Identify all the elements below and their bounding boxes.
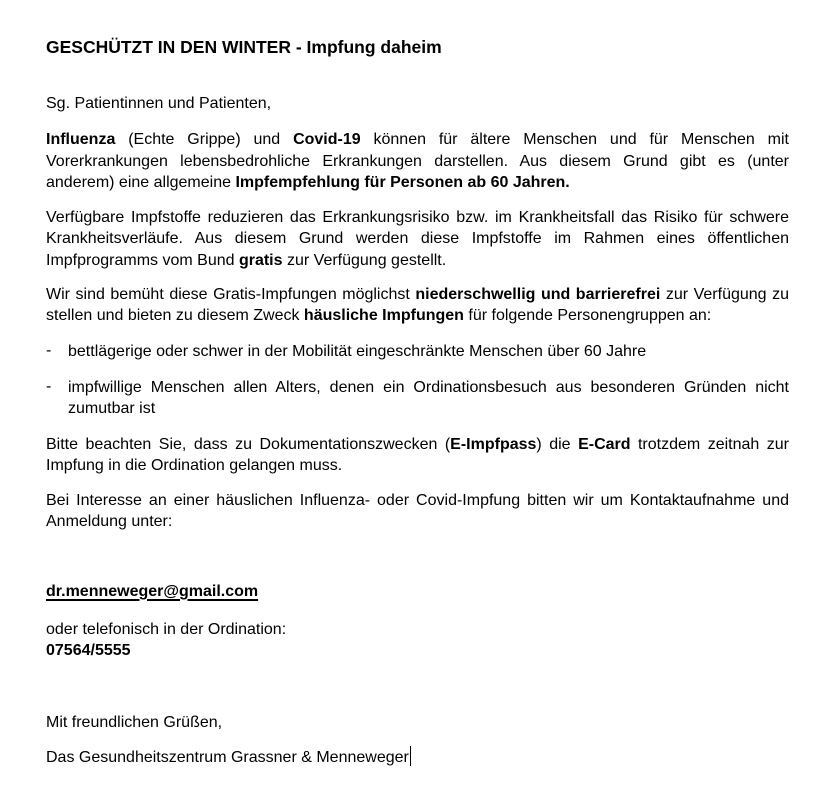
- bold-run: Covid-19: [293, 131, 361, 149]
- bold-run: niederschwellig und barrierefrei: [415, 286, 661, 304]
- text-run: (Echte Grippe) und: [115, 131, 294, 149]
- bullet-item-bettlaegerige: [46, 341, 789, 362]
- text-run: zur Verfügung gestellt.: [282, 251, 447, 269]
- signature-text: Das Gesundheitszentrum Grassner & Menneweger: [46, 748, 409, 766]
- bold-run: Influenza: [46, 131, 116, 149]
- bullet-text: impfwillige Menschen allen Alters, denen ein Ordinationsbesuch aus besonderen Gründen nicht zumutbar ist: [68, 378, 789, 418]
- bullet-text: bettlägerige oder schwer in der Mobilität eingeschränkte Menschen über 60 Jahre: [68, 342, 647, 360]
- bold-run: E-Card: [578, 435, 631, 453]
- phone-number: 07564/5555: [46, 642, 131, 660]
- text-run: ) die: [536, 435, 579, 453]
- text-run: Bitte beachten Sie, dass zu Dokumentationszwecken (: [46, 435, 451, 453]
- paragraph-kontaktaufnahme: Bei Interesse an einer häuslichen Influenza- oder Covid-Impfung bitten wir um Kontaktaufnahme und Anmeldung unter:: [46, 492, 789, 531]
- text-run: können für ältere Menschen und für Menschen mit Vorerkrankungen lebensbedrohliche Erkrankungen darstellen. Aus diesem Grund gibt es (unter anderem) eine allgemeine: [46, 131, 789, 191]
- document-title: GESCHÜTZT IN DEN WINTER - Impfung daheim: [46, 37, 442, 57]
- phone-block: [46, 619, 789, 662]
- bold-run: E-Impfpass: [450, 435, 537, 453]
- paragraph-e-impfpass: [46, 434, 789, 477]
- bold-run: häusliche Impfungen: [303, 307, 464, 325]
- text-run: trotzdem zeitnah zur Impfung in die Ordination gelangen muss.: [46, 435, 790, 474]
- bullet-marker: -: [46, 377, 52, 395]
- bullet-item-impfwillige: [46, 377, 789, 420]
- email-link[interactable]: dr.menneweger@gmail.com: [46, 582, 259, 600]
- text-run: zur Verfügung zu stellen und bieten zu diesem Zweck: [46, 286, 790, 325]
- text-run: Wir sind bemüht diese Gratis-Impfungen möglichst: [46, 286, 416, 304]
- text-cursor: [410, 746, 411, 766]
- email-line: [46, 581, 789, 602]
- paragraph-impfstoffe: [46, 207, 789, 271]
- bold-run: gratis: [238, 251, 283, 269]
- paragraph-influenza-covid: [46, 129, 789, 193]
- bullet-marker: -: [46, 341, 52, 359]
- paragraph-haeusliche-impfungen: [46, 284, 789, 327]
- bold-run: Impfempfehlung für Personen ab 60 Jahren.: [235, 173, 570, 191]
- text-run: Verfügbare Impfstoffe reduzieren das Erkrankungsrisiko bzw. im Krankheitsfall das Risiko für schwere Krankheitsverläufe. Aus diesem Grund werden diese Impfstoffe im Rahmen eines öffentlichen Impfprogramms vom Bund: [46, 209, 789, 269]
- salutation: Sg. Patientinnen und Patienten,: [46, 95, 272, 112]
- closing-salutation: Mit freundlichen Grüßen,: [46, 713, 223, 731]
- phone-label: oder telefonisch in der Ordination:: [46, 621, 287, 639]
- signature-line: [46, 746, 789, 768]
- text-run: für folgende Personengruppen an:: [463, 307, 712, 325]
